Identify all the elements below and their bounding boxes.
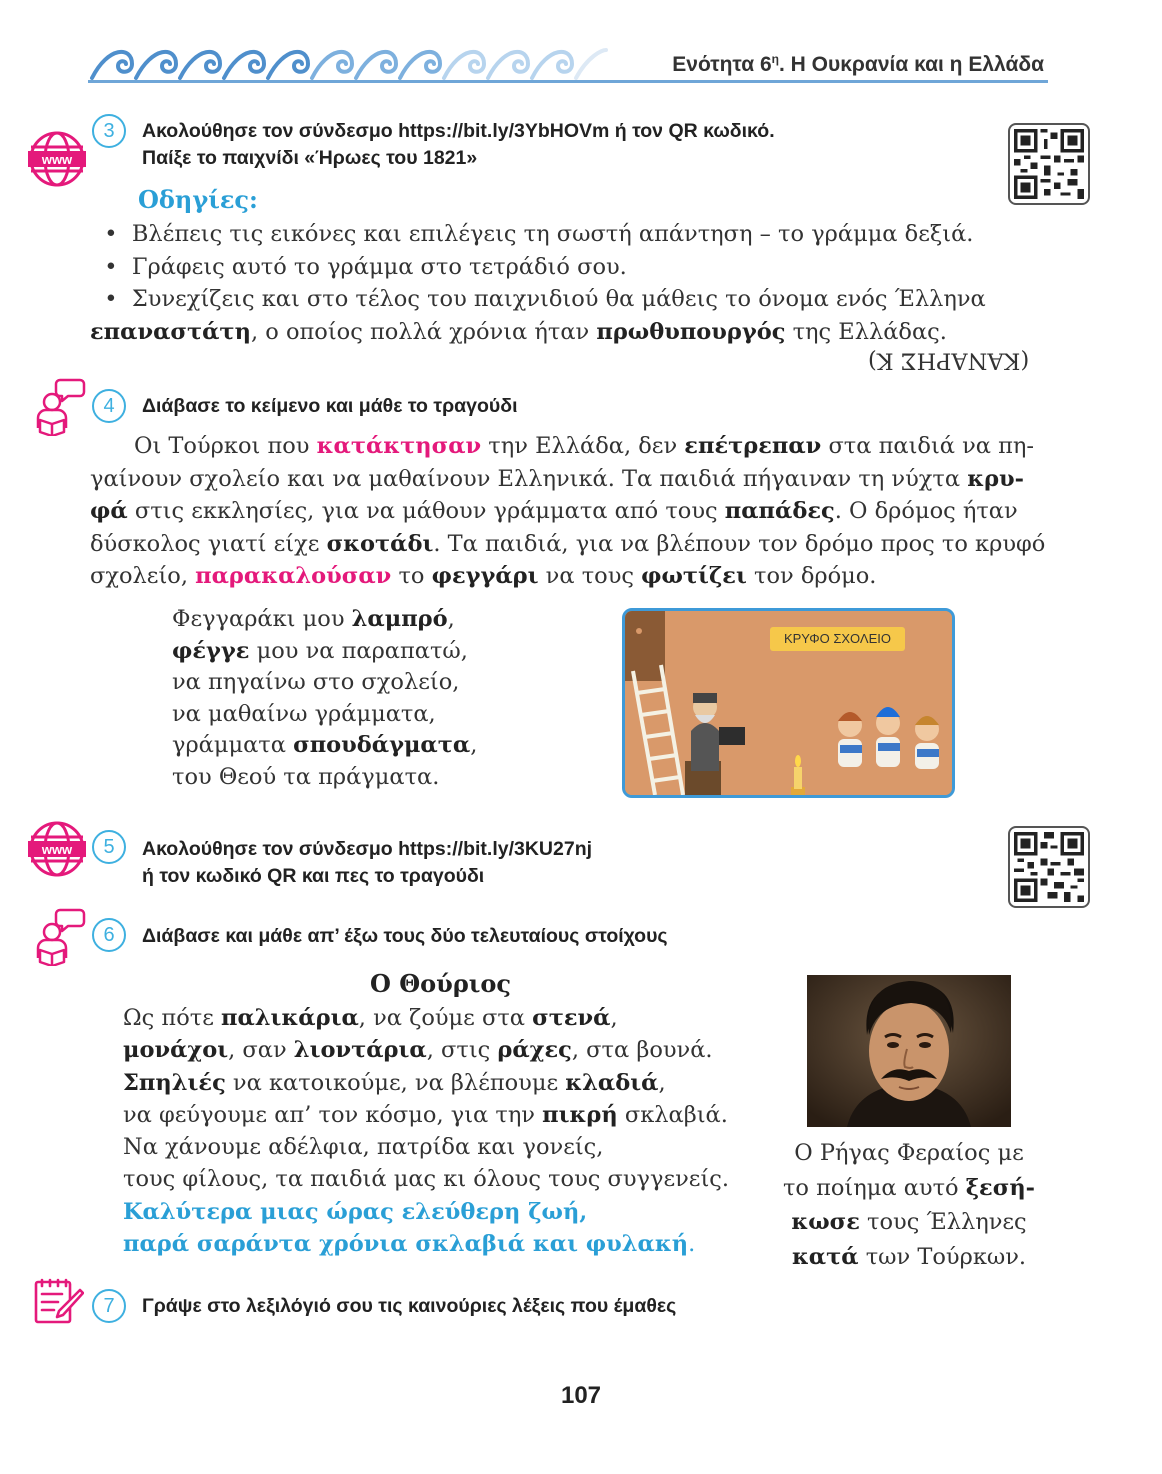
bullet-item: • Γράφεις αυτό το γράμμα στο τετράδιό σου. xyxy=(90,253,627,280)
poem-line: τους φίλους, τα παιδιά μας κι όλους τους συγγενείς. xyxy=(123,1166,730,1193)
poem-line: να μαθαίνω γράμματα, xyxy=(172,700,436,727)
svg-text:www: www xyxy=(41,152,73,167)
task3-link-line[interactable]: Ακολούθησε τον σύνδεσμο https://bit.ly/3YbHOVm ή τον QR κωδικό. xyxy=(142,120,775,142)
inverted-answer: (ΚΑΝΑΡΗΣ Κ) xyxy=(868,347,1030,374)
bullet-item: • Βλέπεις τις εικόνες και επιλέγεις τη σωστή απάντηση – το γράμμα δεξιά. xyxy=(90,221,974,247)
moon-song-poem xyxy=(172,604,477,793)
page-number: 107 xyxy=(560,1382,602,1409)
poem-line: φέγγε μου να παραπατώ, xyxy=(172,637,468,664)
task-number-7: 7 xyxy=(92,1289,126,1323)
task5-link-line[interactable]: Ακολούθησε τον σύνδεσμο https://bit.ly/3KU27nj xyxy=(142,838,593,860)
task-number-5: 5 xyxy=(92,830,126,864)
task3-instructions-body xyxy=(90,218,1050,348)
task-number-6: 6 xyxy=(92,918,126,952)
task5-song-line: ή τον κωδικό QR και πες το τραγούδι xyxy=(142,865,485,887)
notebook-pen-icon xyxy=(34,1278,84,1328)
thourios-poem xyxy=(123,1002,729,1260)
header-rule xyxy=(88,80,1048,83)
www-globe-icon xyxy=(28,820,86,882)
poem-line: Φεγγαράκι μου λαμπρό, xyxy=(172,606,455,632)
illustration-label: ΚΡΥΦΟ ΣΧΟΛΕΙΟ xyxy=(770,627,905,651)
poem-line-highlight: παρά σαράντα χρόνια σκλαβιά και φυλακή. xyxy=(123,1231,696,1258)
qr-code-task5[interactable] xyxy=(1008,826,1090,908)
rigas-feraios-portrait xyxy=(807,975,1011,1127)
bullet-item-continuation: επαναστάτη, ο οποίος πολλά χρόνια ήταν πρωθυπουργός της Ελλάδας. xyxy=(90,318,947,345)
task3-instruction xyxy=(142,118,775,172)
poem-line: να φεύγουμε απ’ τον κόσμο, για την πικρή σκλαβιά. xyxy=(123,1101,728,1128)
hidden-school-illustration xyxy=(622,608,955,798)
portrait-caption: Ο Ρήγας Φεραίος με το ποίημα αυτό ξεσή- κωσε τους Έλληνες κατά των Τούρκων. xyxy=(782,1140,1036,1270)
poem-line: να πηγαίνω στο σχολείο, xyxy=(172,669,460,695)
poem-line: Ως πότε παλικάρια, να ζούμε στα στενά, xyxy=(123,1005,618,1031)
task6-title: Διάβασε και μάθε απ’ έξω τους δύο τελευταίους στοίχους xyxy=(142,925,668,947)
qr-code-task3[interactable] xyxy=(1008,123,1090,205)
poem-line: του Θεού τα πράγματα. xyxy=(172,763,440,790)
reading-child-icon xyxy=(34,376,86,440)
chapter-title: Ενότητα $6^\eta$. Η Ουκρανία και η Ελλάδα xyxy=(672,52,1044,76)
poem-line-highlight: Καλύτερα μιας ώρας ελεύθερη ζωή, xyxy=(123,1198,588,1225)
bullet-item: • Συνεχίζεις και στο τέλος του παιχνιδιού θα μάθεις το όνομα ενός Έλληνα xyxy=(90,286,986,312)
poem-line: γράμματα σπουδάγματα, xyxy=(172,732,478,758)
task-number-3: 3 xyxy=(92,114,126,148)
task5-instruction xyxy=(142,836,592,890)
task-number-4: 4 xyxy=(92,389,126,423)
www-globe-icon xyxy=(28,130,86,192)
task3-game-line: Παίξε το παιχνίδι «Ήρωες του 1821» xyxy=(142,147,478,169)
task7-title: Γράψε στο λεξιλόγιό σου τις καινούριες λέξεις που έμαθες xyxy=(142,1295,677,1317)
instructions-heading: Οδηγίες: xyxy=(138,185,258,214)
thourios-title: Ο Θούριος xyxy=(370,969,512,998)
hidden-school-paragraph: Οι Τούρκοι που κατάκτησαν την Ελλάδα, δεν επέτρεπαν στα παιδιά να πη- γαίνουν σχολείο και να μαθαίνουν Ελληνικά. Τα παιδιά πήγαιναν τη νύχτα κρυ- φά στις εκκλησίες, για να μάθουν γράμματα από τους παπάδες. Ο δρόμος ήταν δύσκολος γιατί είχε σκοτάδι. Τα παιδιά, για να βλέπουν τον δρόμο προς το κρυφό σχολείο, παρακαλούσαν το φεγγάρι να τους φωτίζει τον δρόμο. xyxy=(90,433,1046,589)
poem-line: μονάχοι, σαν λιοντάρια, στις ράχες, στα βουνά. xyxy=(123,1037,713,1064)
poem-line: Να χάνουμε αδέλφια, πατρίδα και γονείς, xyxy=(123,1134,604,1161)
reading-child-icon xyxy=(34,906,86,970)
poem-line: Σπηλιές να κατοικούμε, να βλέπουμε κλαδιά, xyxy=(123,1069,666,1096)
task4-title: Διάβασε το κείμενο και μάθε το τραγούδι xyxy=(142,395,518,417)
svg-text:www: www xyxy=(41,842,73,857)
